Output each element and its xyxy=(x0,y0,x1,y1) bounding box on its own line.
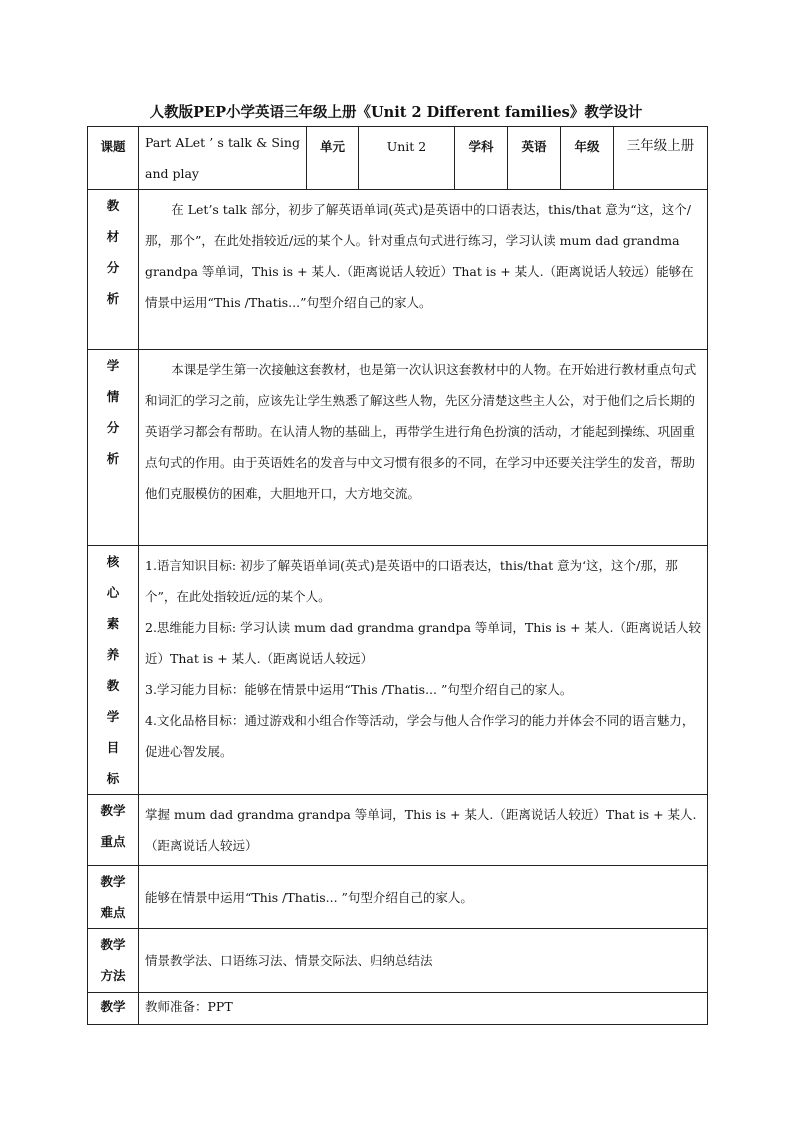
key-points-row xyxy=(88,795,708,866)
material-text xyxy=(139,190,708,350)
preparation-row xyxy=(88,993,708,1025)
topic-value: Part ALet ’ s talk & Sing and play xyxy=(139,127,307,190)
subject-label: 学科 xyxy=(455,127,508,190)
methods-label: 教学方法 xyxy=(88,929,139,993)
header-row xyxy=(88,127,708,190)
topic-label: 课题 xyxy=(88,127,139,190)
students-row xyxy=(88,350,708,546)
goal-item: 2.思维能力目标: 学习认读 mum dad grandma grandpa 等单词，This is + 某人.（距离说话人较近）That is + 某人.（距离说话人较远） xyxy=(145,620,701,666)
unit-value: Unit 2 xyxy=(359,127,455,190)
students-paragraph: 本课是学生第一次接触这套教材，也是第一次认识这套教材中的人物。在开始进行教材重点句式和词汇的学习之前，应该先让学生熟悉了解这些人物，先区分清楚这些主人公，对于他们之后长期的英语学习都会有帮助。在认清人物的基础上，再带学生进行角色扮演的活动，才能起到操练、巩固重点句式的作用。由于英语姓名的发音与中文习惯有很多的不同，在学习中还要关注学生的发音，帮助他们克服模仿的困难，大胆地开口，大方地交流。 xyxy=(145,362,697,501)
difficulties-label: 教学难点 xyxy=(88,866,139,929)
students-label: 学情分析 xyxy=(88,350,139,546)
methods-text: 情景教学法、口语练习法、情景交际法、归纳总结法 xyxy=(139,929,708,993)
key-points-text: 掌握 mum dad grandma grandpa 等单词，This is + 某人.（距离说话人较近）That is + 某人.（距离说话人较远） xyxy=(139,795,708,866)
goal-item: 1.语言知识目标: 初步了解英语单词(英式)是英语中的口语表达，this/that 意为‘这，这个/那，那个”，在此处指较近/远的某个人。 xyxy=(145,558,678,604)
key-points-label: 教学重点 xyxy=(88,795,139,866)
difficulties-row xyxy=(88,866,708,929)
goals-label: 核心素养教学目标 xyxy=(88,546,139,795)
subject-value: 英语 xyxy=(508,127,561,190)
grade-value: 三年级上册 xyxy=(614,127,708,190)
preparation-text: 教师准备：PPT xyxy=(139,993,708,1025)
methods-row xyxy=(88,929,708,993)
unit-label: 单元 xyxy=(307,127,359,190)
difficulties-text: 能够在情景中运用“This /Thatis... ”句型介绍自己的家人。 xyxy=(139,866,708,929)
goals-list xyxy=(139,546,708,795)
goal-item: 4.文化品格目标：通过游戏和小组合作等活动，学会与他人合作学习的能力并体会不同的语言魅力，促进心智发展。 xyxy=(145,713,695,759)
material-label: 教材分析 xyxy=(88,190,139,350)
preparation-label: 教学 xyxy=(88,993,139,1025)
goals-row xyxy=(88,546,708,795)
lesson-plan-table xyxy=(87,126,708,1025)
material-paragraph: 在 Let’s talk 部分，初步了解英语单词(英式)是英语中的口语表达，this/that 意为“这，这个/那，那个”，在此处指较近/远的某个人。针对重点句式进行练习，学习认读 mum dad grandma grandpa 等单词，This is + 某人.（距离说话人较近）That is + 某人.（距离说话人较远）能够在情景中运用“This /Thatis...”句型介绍自己的家人。 xyxy=(145,202,694,310)
grade-label: 年级 xyxy=(561,127,614,190)
goal-item: 3.学习能力目标：能够在情景中运用“This /Thatis... ”句型介绍自己的家人。 xyxy=(145,682,573,697)
material-row xyxy=(88,190,708,350)
document-title: 人教版PEP小学英语三年级上册《Unit 2 Different families》教学设计 xyxy=(149,104,643,121)
students-text xyxy=(139,350,708,546)
